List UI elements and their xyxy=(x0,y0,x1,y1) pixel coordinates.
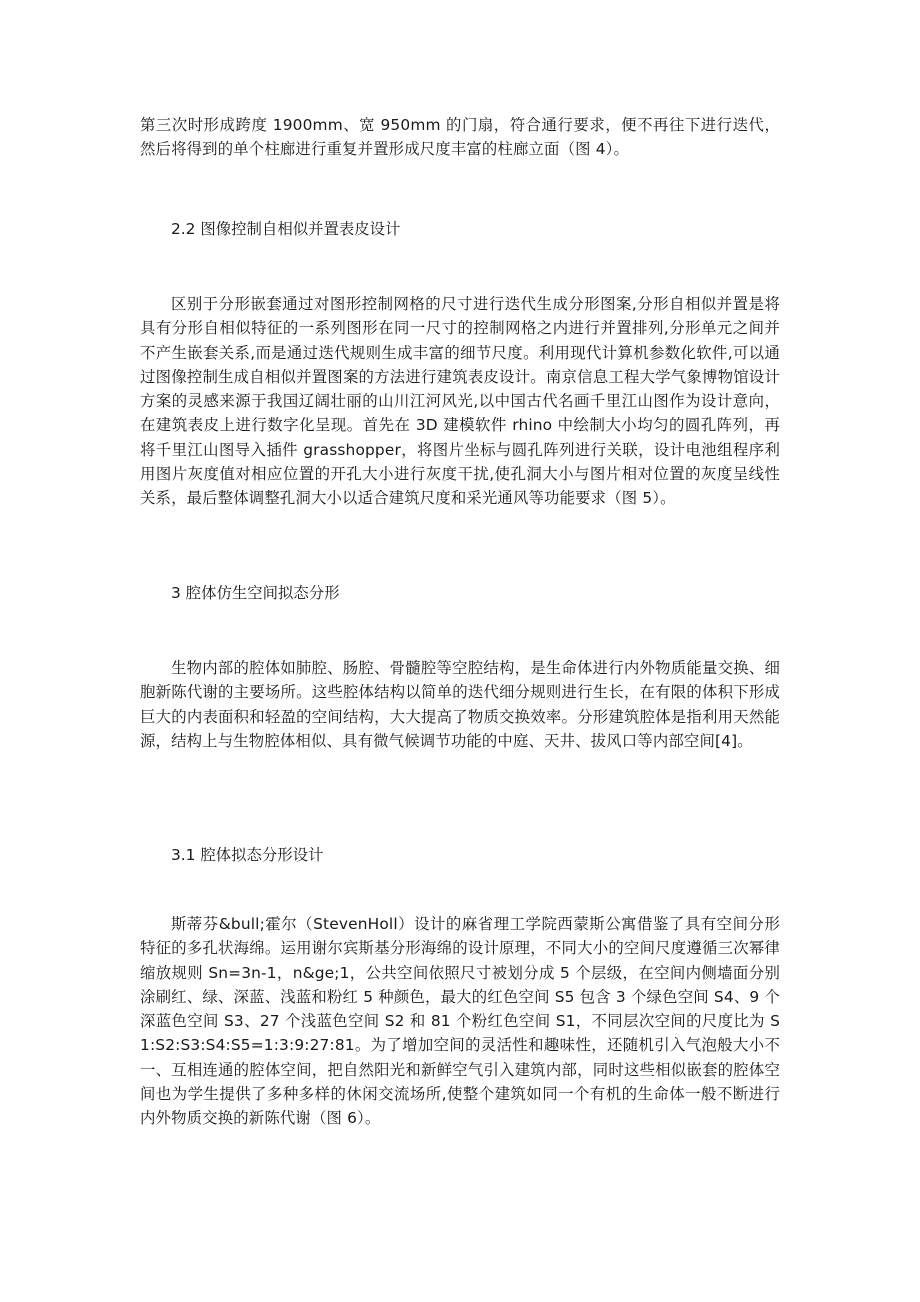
section-heading-3-1: 3.1 腔体拟态分形设计 xyxy=(171,846,324,864)
paragraph-3: 生物内部的腔体如肺腔、肠腔、骨髓腔等空腔结构，是生命体进行内外物质能量交换、细胞新陈代谢的主要场所。这些腔体结构以简单的迭代细分规则进行生长，在有限的体积下形成巨大的内表面积和轻盈的空间结构，大大提高了物质交换效率。分形建筑腔体是指利用天然能源，结构上与生物腔体相似、具有微气候调节功能的中庭、天井、拔风口等内部空间[4]。 xyxy=(140,659,780,750)
paragraph-continuation: 第三次时形成跨度 1900mm、宽 950mm 的门扇，符合通行要求，便不再往下进行迭代，然后将得到的单个柱廊进行重复并置形成尺度丰富的柱廊立面（图 4）。 xyxy=(140,116,780,159)
section-heading-3: 3 腔体仿生空间拟态分形 xyxy=(171,584,340,602)
paragraph-3-1: 斯蒂芬&bull;霍尔（StevenHoll）设计的麻省理工学院西蒙斯公寓借鉴了具有空间分形特征的多孔状海绵。运用谢尔宾斯基分形海绵的设计原理，不同大小的空间尺度遵循三次幂律缩放规则 Sn=3n-1，n&ge;1，公共空间依照尺寸被划分成 5 个层级，在空间内侧墙面分别涂刷红、绿、深蓝、浅蓝和粉红 5 种颜色，最大的红色空间 S5 包含 3 个绿色空间 S4、9 个深蓝色空间 S3、27 个浅蓝色空间 S2 和 81 个粉红色空间 S1，不同层次空间的尺度比为 S1:S2:S3:S4:S5=1:3:9:27:81。为了增加空间的灵活性和趣味性，还随机引入气泡般大小不一、互相连通的腔体空间，把自然阳光和新鲜空气引入建筑内部，同时这些相似嵌套的腔体空间也为学生提供了多种多样的休闲交流场所,使整个建筑如同一个有机的生命体一般不断进行内外物质交换的新陈代谢（图 6）。 xyxy=(140,915,780,1128)
paragraph-2-2: 区别于分形嵌套通过对图形控制网格的尺寸进行迭代生成分形图案,分形自相似并置是将具有分形自相似特征的一系列图形在同一尺寸的控制网格之内进行并置排列,分形单元之间并不产生嵌套关系,而是通过迭代规则生成丰富的细节尺度。利用现代计算机参数化软件,可以通过图像控制生成自相似并置图案的方法进行建筑表皮设计。南京信息工程大学气象博物馆设计方案的灵感来源于我国辽阔壮丽的山川江河风光,以中国古代名画千里江山图作为设计意向，在建筑表皮上进行数字化呈现。首先在 3D 建模软件 rhino 中绘制大小均匀的圆孔阵列，再将千里江山图导入插件 grasshopper，将图片坐标与圆孔阵列进行关联，设计电池组程序利用图片灰度值对相应位置的开孔大小进行灰度干扰,使孔洞大小与图片相对位置的灰度呈线性关系，最后整体调整孔洞大小以适合建筑尺度和采光通风等功能要求（图 5）。 xyxy=(140,295,780,508)
section-heading-2-2: 2.2 图像控制自相似并置表皮设计 xyxy=(171,220,401,238)
